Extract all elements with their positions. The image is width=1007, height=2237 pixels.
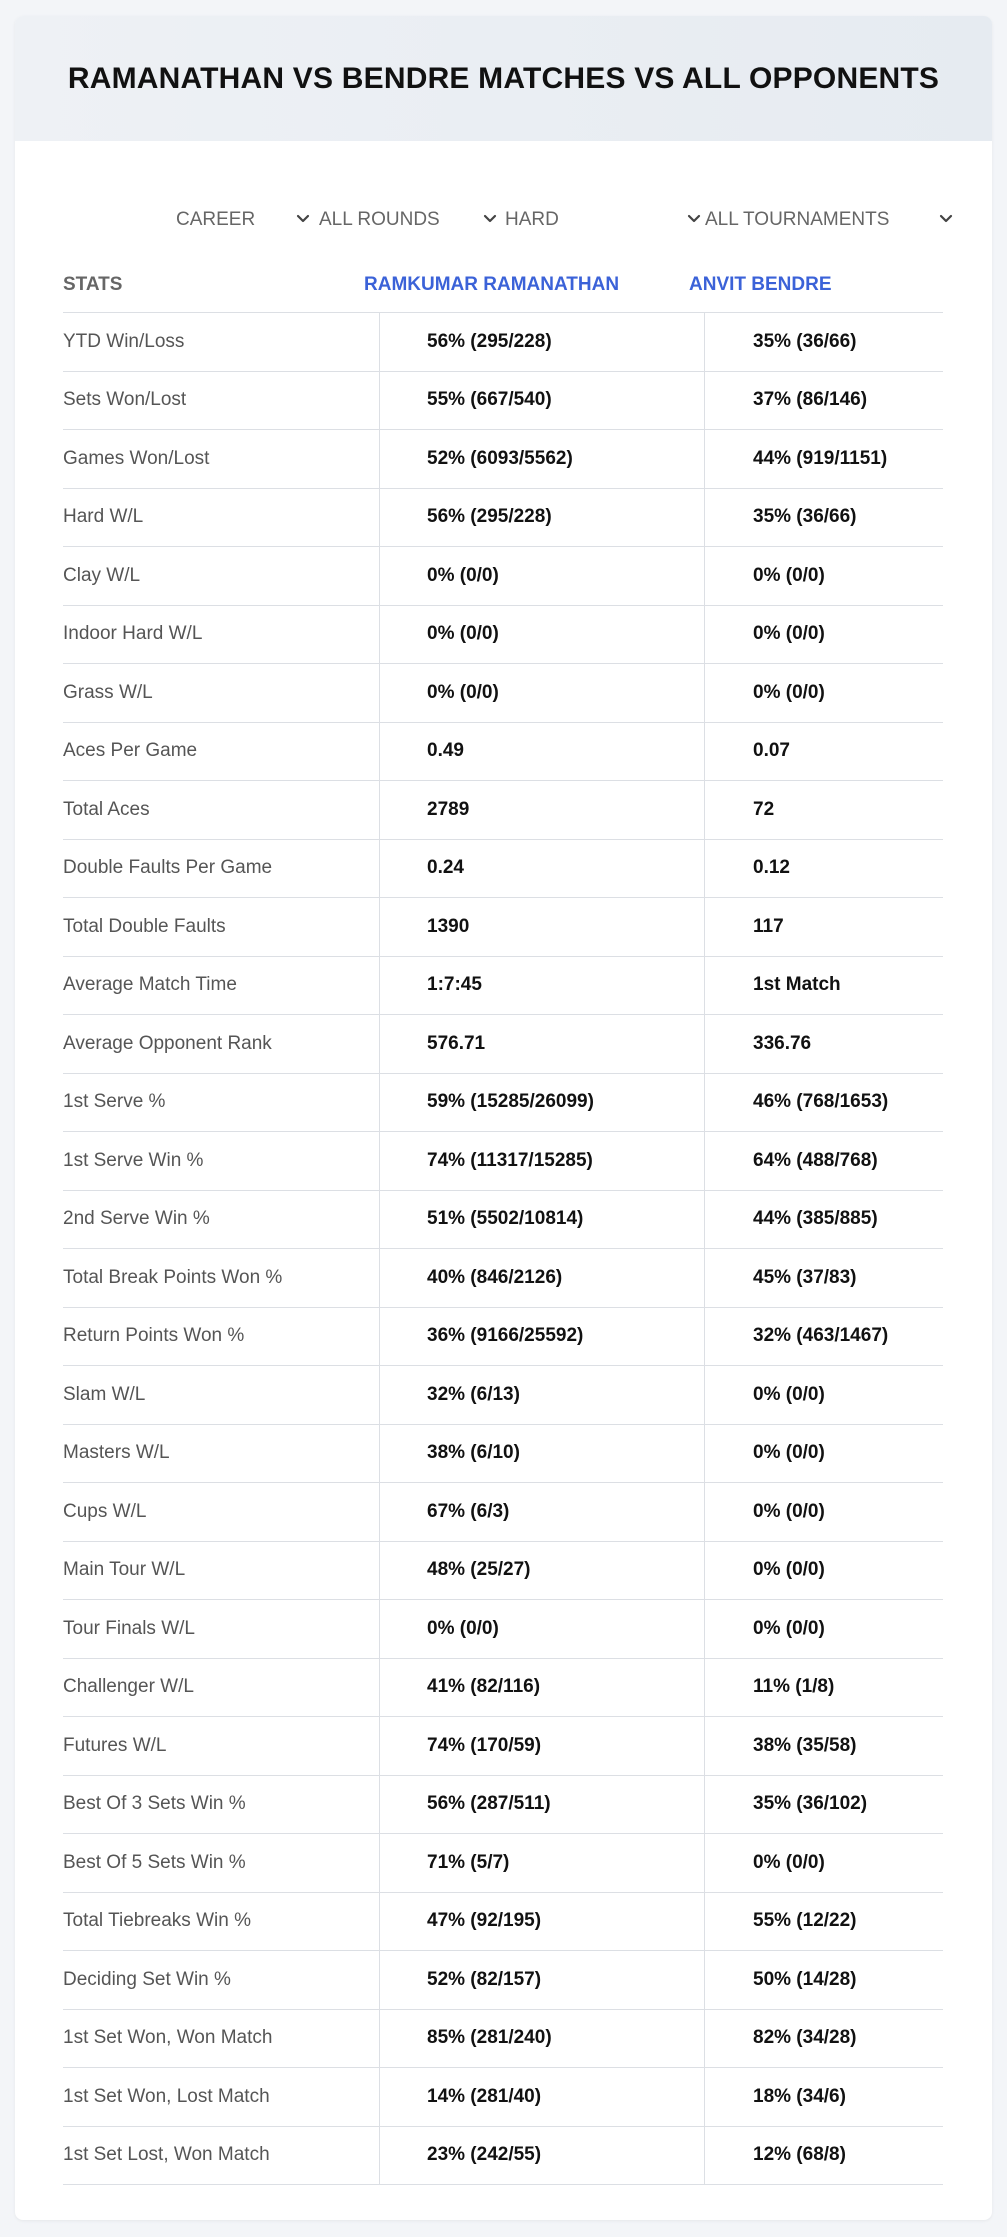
stat-label: Double Faults Per Game — [63, 857, 273, 879]
stat-label: 1st Serve Win % — [63, 1149, 204, 1171]
player2-value: 0% (0/0) — [753, 1442, 825, 1464]
player1-value: 23% (242/55) — [427, 2144, 542, 2166]
player1-value: 48% (25/27) — [427, 1559, 531, 1581]
column-divider — [379, 606, 380, 664]
chevron-down-icon — [685, 210, 703, 228]
table-row — [63, 430, 943, 489]
column-divider — [704, 1776, 705, 1834]
stat-label: Total Aces — [63, 798, 150, 820]
column-divider — [379, 1659, 380, 1717]
table-row — [63, 547, 943, 606]
column-divider — [704, 1249, 705, 1307]
table-row — [63, 1308, 943, 1367]
player2-value: 0% (0/0) — [753, 564, 825, 586]
table-row — [63, 1717, 943, 1776]
player1-value: 56% (287/511) — [427, 1793, 551, 1815]
chevron-down-icon — [937, 210, 955, 228]
table-row — [63, 1834, 943, 1893]
player2-value: 55% (12/22) — [753, 1910, 857, 1932]
table-row — [63, 1074, 943, 1133]
player1-value: 74% (11317/15285) — [427, 1149, 593, 1171]
filter-rounds[interactable] — [319, 190, 499, 250]
table-row — [63, 489, 943, 548]
player1-value: 56% (295/228) — [427, 330, 552, 352]
column-divider — [704, 1483, 705, 1541]
player1-value: 2789 — [427, 798, 470, 820]
player2-value: 0.12 — [753, 857, 790, 879]
table-row — [63, 1425, 943, 1484]
table-row — [63, 1191, 943, 1250]
filter-period[interactable] — [176, 190, 312, 250]
player2-value: 50% (14/28) — [753, 1968, 857, 1990]
player2-value: 0% (0/0) — [753, 623, 825, 645]
filter-bar — [15, 190, 992, 250]
column-divider — [704, 547, 705, 605]
column-divider — [704, 898, 705, 956]
stat-label: Total Break Points Won % — [63, 1266, 283, 1288]
player2-value: 35% (36/102) — [753, 1793, 868, 1815]
player2-value: 1st Match — [753, 974, 841, 996]
player1-value: 0.24 — [427, 857, 464, 879]
table-row — [63, 781, 943, 840]
stat-label: Challenger W/L — [63, 1676, 194, 1698]
stat-label: Hard W/L — [63, 506, 144, 528]
stat-label: 1st Serve % — [63, 1091, 166, 1113]
player2-value: 37% (86/146) — [753, 389, 868, 411]
column-divider — [704, 2010, 705, 2068]
player2-value: 0% (0/0) — [753, 1617, 825, 1639]
column-divider — [379, 957, 380, 1015]
column-divider — [379, 1951, 380, 2009]
table-row — [63, 2127, 943, 2186]
column-divider — [379, 1717, 380, 1775]
table-row — [63, 1483, 943, 1542]
column-divider — [379, 1191, 380, 1249]
filter-tournaments-value: ALL TOURNAMENTS — [705, 209, 890, 230]
filter-period-value: CAREER — [176, 209, 256, 230]
column-divider — [379, 1600, 380, 1658]
column-divider — [704, 1191, 705, 1249]
chevron-down-icon — [294, 210, 312, 228]
player1-value: 1:7:45 — [427, 974, 482, 996]
player1-value: 14% (281/40) — [427, 2085, 542, 2107]
player2-value: 44% (385/885) — [753, 1208, 878, 1230]
player2-value: 64% (488/768) — [753, 1149, 878, 1171]
player1-value: 41% (82/116) — [427, 1676, 541, 1698]
stat-label: Grass W/L — [63, 681, 153, 703]
table-row — [63, 957, 943, 1016]
column-divider — [379, 1483, 380, 1541]
stat-label: 1st Set Won, Lost Match — [63, 2085, 270, 2107]
player2-value: 72 — [753, 798, 775, 820]
column-divider — [379, 372, 380, 430]
page-title: RAMANATHAN VS BENDRE MATCHES VS ALL OPPONENTS — [67, 61, 940, 95]
column-divider — [379, 430, 380, 488]
table-row — [63, 2068, 943, 2127]
player2-value: 0% (0/0) — [753, 1559, 825, 1581]
stat-label: Average Opponent Rank — [63, 1032, 272, 1054]
column-divider — [704, 430, 705, 488]
stat-label: Best Of 5 Sets Win % — [63, 1851, 246, 1873]
column-divider — [379, 840, 380, 898]
column-divider — [379, 1015, 380, 1073]
player1-value: 55% (667/540) — [427, 389, 552, 411]
column-divider — [704, 1425, 705, 1483]
table-row — [63, 1951, 943, 2010]
stat-label: 1st Set Won, Won Match — [63, 2027, 273, 2049]
column-divider — [704, 372, 705, 430]
filter-surface-value: HARD — [505, 209, 559, 230]
table-row — [63, 723, 943, 782]
player2-value: 32% (463/1467) — [753, 1325, 889, 1347]
player2-value: 45% (37/83) — [753, 1266, 857, 1288]
column-divider — [704, 1834, 705, 1892]
player1-value: 85% (281/240) — [427, 2027, 552, 2049]
column-divider — [704, 1015, 705, 1073]
stat-label: 2nd Serve Win % — [63, 1208, 210, 1230]
column-divider — [379, 2068, 380, 2126]
column-divider — [704, 1659, 705, 1717]
column-divider — [704, 1951, 705, 2009]
table-row — [63, 1015, 943, 1074]
table-row — [63, 1893, 943, 1952]
player1-value: 0% (0/0) — [427, 564, 499, 586]
table-row — [63, 2010, 943, 2069]
column-divider — [704, 840, 705, 898]
player1-value: 32% (6/13) — [427, 1383, 520, 1405]
filter-rounds-value: ALL ROUNDS — [319, 209, 440, 230]
column-divider — [379, 898, 380, 956]
stat-label: Return Points Won % — [63, 1325, 245, 1347]
stat-label: Slam W/L — [63, 1383, 146, 1405]
player2-value: 46% (768/1653) — [753, 1091, 889, 1113]
player2-value: 117 — [753, 915, 784, 937]
column-divider — [704, 2127, 705, 2185]
column-divider — [704, 781, 705, 839]
player1-value: 0.49 — [427, 740, 464, 762]
column-divider — [704, 957, 705, 1015]
player2-value: 35% (36/66) — [753, 506, 857, 528]
table-row — [63, 1132, 943, 1191]
player1-value: 74% (170/59) — [427, 1734, 542, 1756]
stat-label: Average Match Time — [63, 974, 237, 996]
player1-value: 0% (0/0) — [427, 623, 499, 645]
player2-value: 38% (35/58) — [753, 1734, 857, 1756]
player1-value: 0% (0/0) — [427, 681, 499, 703]
player2-value: 0% (0/0) — [753, 1383, 825, 1405]
column-divider — [704, 313, 705, 371]
player2-value: 82% (34/28) — [753, 2027, 857, 2049]
column-divider — [379, 1893, 380, 1951]
stat-label: Cups W/L — [63, 1500, 147, 1522]
player1-value: 47% (92/195) — [427, 1910, 542, 1932]
player1-value: 576.71 — [427, 1032, 486, 1054]
player2-value: 11% (1/8) — [753, 1676, 835, 1698]
column-divider — [704, 489, 705, 547]
player1-value: 56% (295/228) — [427, 506, 552, 528]
player2-value: 0.07 — [753, 740, 790, 762]
stat-label: Total Double Faults — [63, 915, 226, 937]
column-divider — [379, 1249, 380, 1307]
stat-label: Clay W/L — [63, 564, 141, 586]
stat-label: Indoor Hard W/L — [63, 623, 203, 645]
player1-value: 38% (6/10) — [427, 1442, 520, 1464]
column-divider — [704, 1600, 705, 1658]
column-header-player2[interactable]: ANVIT BENDRE — [689, 274, 832, 295]
stat-label: Masters W/L — [63, 1442, 170, 1464]
column-divider — [379, 2127, 380, 2185]
column-divider — [704, 1132, 705, 1190]
column-divider — [704, 1717, 705, 1775]
stat-label: Main Tour W/L — [63, 1559, 186, 1581]
chevron-down-icon — [481, 210, 499, 228]
table-row — [63, 1659, 943, 1718]
column-divider — [704, 1308, 705, 1366]
column-divider — [379, 1132, 380, 1190]
column-header-player1[interactable]: RAMKUMAR RAMANATHAN — [364, 274, 620, 295]
player2-value: 44% (919/1151) — [753, 447, 888, 469]
stat-label: Games Won/Lost — [63, 447, 210, 469]
column-divider — [379, 1834, 380, 1892]
stat-label: Sets Won/Lost — [63, 389, 187, 411]
column-divider — [704, 1366, 705, 1424]
table-row — [63, 606, 943, 665]
column-divider — [379, 313, 380, 371]
table-row — [63, 1600, 943, 1659]
stat-label: 1st Set Lost, Won Match — [63, 2144, 270, 2166]
player2-value: 18% (34/6) — [753, 2085, 846, 2107]
column-divider — [379, 1074, 380, 1132]
player1-value: 36% (9166/25592) — [427, 1325, 584, 1347]
column-divider — [704, 1542, 705, 1600]
table-row — [63, 372, 943, 431]
player2-value: 0% (0/0) — [753, 681, 825, 703]
player1-value: 0% (0/0) — [427, 1617, 499, 1639]
player2-value: 0% (0/0) — [753, 1500, 825, 1522]
table-row — [63, 1542, 943, 1601]
column-divider — [379, 547, 380, 605]
column-divider — [379, 1425, 380, 1483]
table-row — [63, 1249, 943, 1308]
table-row — [63, 664, 943, 723]
column-divider — [704, 664, 705, 722]
stats-card — [15, 16, 992, 2220]
table-row — [63, 840, 943, 899]
stat-label: Total Tiebreaks Win % — [63, 1910, 251, 1932]
column-divider — [379, 1542, 380, 1600]
stat-label: Aces Per Game — [63, 740, 198, 762]
stat-label: Tour Finals W/L — [63, 1617, 195, 1639]
column-divider — [704, 1074, 705, 1132]
column-divider — [379, 1776, 380, 1834]
column-divider — [379, 781, 380, 839]
column-divider — [379, 489, 380, 547]
player1-value: 1390 — [427, 915, 470, 937]
table-row — [63, 1366, 943, 1425]
player1-value: 67% (6/3) — [427, 1500, 510, 1522]
filter-tournaments[interactable] — [705, 190, 955, 250]
table-row — [63, 898, 943, 957]
column-divider — [379, 723, 380, 781]
player2-value: 336.76 — [753, 1032, 812, 1054]
table-row — [63, 313, 943, 372]
player1-value: 52% (6093/5562) — [427, 447, 573, 469]
column-divider — [379, 664, 380, 722]
column-divider — [704, 723, 705, 781]
player1-value: 51% (5502/10814) — [427, 1208, 584, 1230]
stat-label: Futures W/L — [63, 1734, 167, 1756]
stat-label: Deciding Set Win % — [63, 1968, 231, 1990]
stat-label: Best Of 3 Sets Win % — [63, 1793, 246, 1815]
stat-label: YTD Win/Loss — [63, 330, 185, 352]
player1-value: 59% (15285/26099) — [427, 1091, 594, 1113]
page-header — [15, 16, 992, 141]
stats-table — [63, 312, 943, 2185]
player2-value: 12% (68/8) — [753, 2144, 846, 2166]
filter-surface[interactable] — [505, 190, 703, 250]
player1-value: 52% (82/157) — [427, 1968, 542, 1990]
table-row — [63, 1776, 943, 1835]
column-divider — [379, 1308, 380, 1366]
column-divider — [704, 1893, 705, 1951]
column-divider — [379, 1366, 380, 1424]
column-divider — [704, 2068, 705, 2126]
player1-value: 71% (5/7) — [427, 1851, 510, 1873]
player2-value: 0% (0/0) — [753, 1851, 825, 1873]
column-divider — [379, 2010, 380, 2068]
column-divider — [704, 606, 705, 664]
column-header-stats: STATS — [63, 274, 123, 295]
player2-value: 35% (36/66) — [753, 330, 857, 352]
player1-value: 40% (846/2126) — [427, 1266, 563, 1288]
